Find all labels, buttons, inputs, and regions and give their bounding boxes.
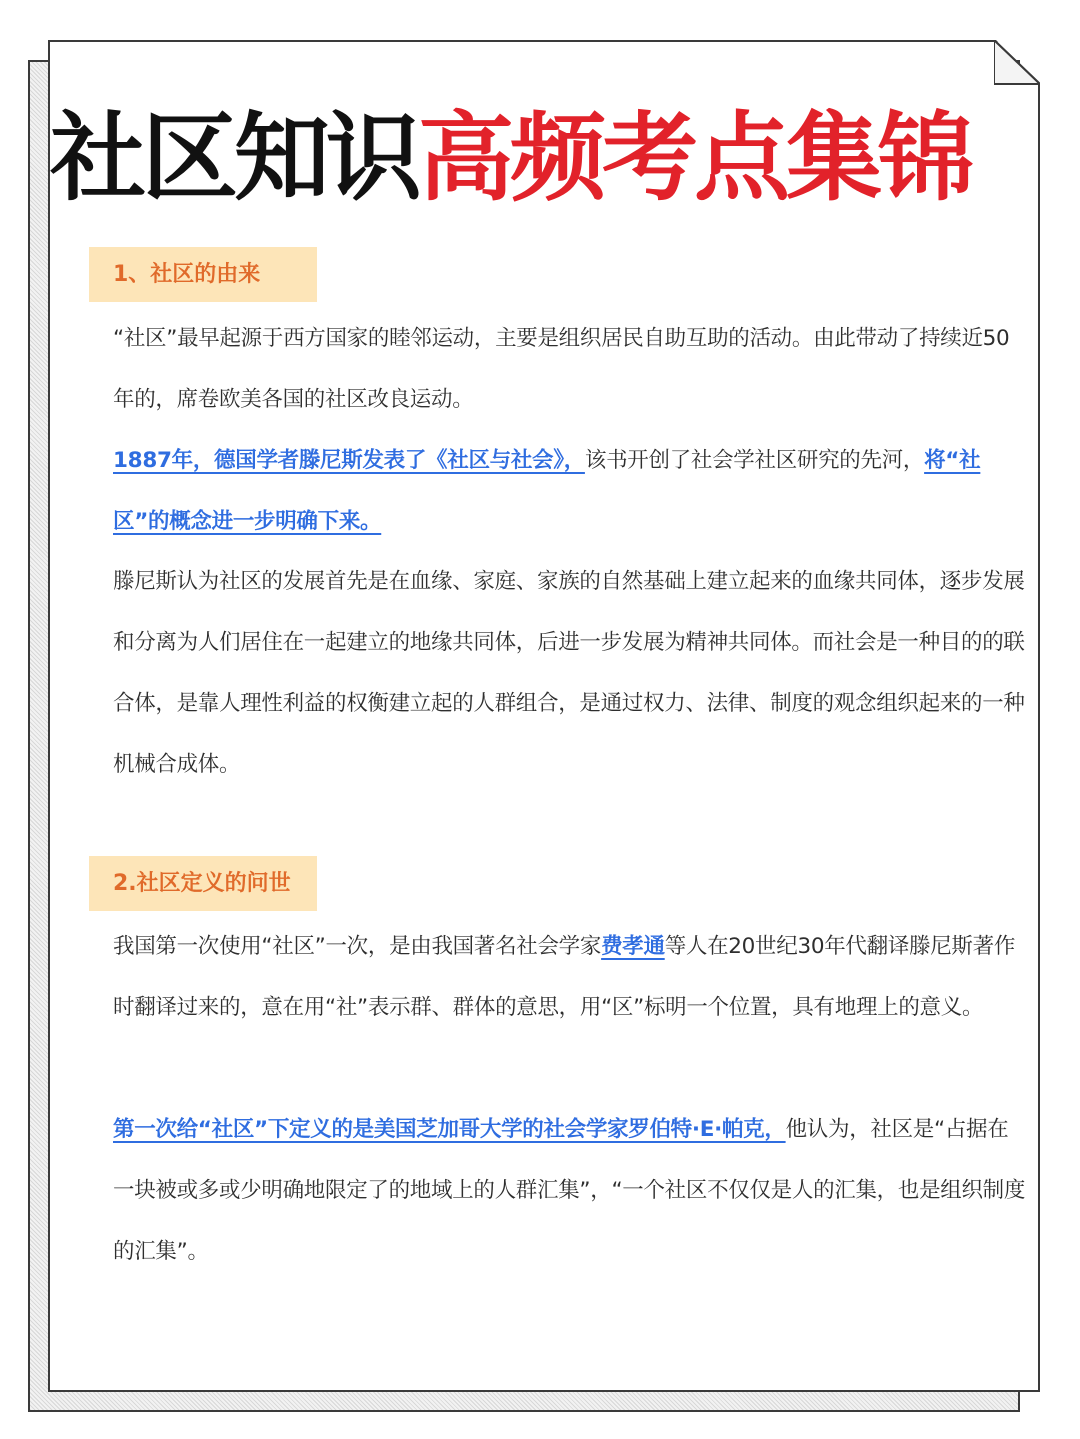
section-2-tag: 2.社区定义的问世 [89,856,317,911]
section-1-tag: 1、社区的由来 [89,247,317,302]
section-2-paragraph-1: 我国第一次使用“社区”一次，是由我国著名社会学家费孝通等人在20世纪30年代翻译滕尼斯著作时翻译过来的，意在用“社”表示群、群体的意思，用“区”标明一个位置，具有地理上的意义。 [113,934,1016,1020]
highlight-robert-park: 第一次给“社区”下定义的是美国芝加哥大学的社会学家罗伯特·E·帕克， [113,1117,786,1142]
highlight-fei-xiaotong: 费孝通 [601,934,665,959]
highlight-tonnies-1887: 1887年，德国学者滕尼斯发表了《社区与社会》， [113,448,585,473]
section-1-paragraph-3: 滕尼斯认为社区的发展首先是在血缘、家庭、家族的自然基础上建立起来的血缘共同体，逐步发展和分离为人们居住在一起建立的地缘共同体，后进一步发展为精神共同体。而社会是一种目的的联合体，是靠人理性利益的权衡建立起的人群组合，是通过权力、法律、制度的观念组织起来的一种机械合成体。 [113,569,1025,777]
title-red-part: 高频考点集锦 [418,101,970,214]
page-title [50,98,1040,218]
page-fold-corner [994,40,1040,86]
title-black-part: 社区知识 [50,101,418,214]
section-2-paragraph-2: 第一次给“社区”下定义的是美国芝加哥大学的社会学家罗伯特·E·帕克，他认为，社区是“占据在一块被或多或少明确地限定了的地域上的人群汇集”，“一个社区不仅仅是人的汇集，也是组织制度的汇集”。 [113,1117,1026,1264]
section-1-paragraph-1: “社区”最早起源于西方国家的睦邻运动，主要是组织居民自助互助的活动。由此带动了持续近50年的，席卷欧美各国的社区改良运动。 [113,326,1010,412]
highlight-concept-defined: 将“社区”的概念进一步明确下来。 [113,448,981,534]
section-1-paragraph-2: 1887年，德国学者滕尼斯发表了《社区与社会》，该书开创了社会学社区研究的先河，将“社区”的概念进一步明确下来。 [113,448,981,534]
